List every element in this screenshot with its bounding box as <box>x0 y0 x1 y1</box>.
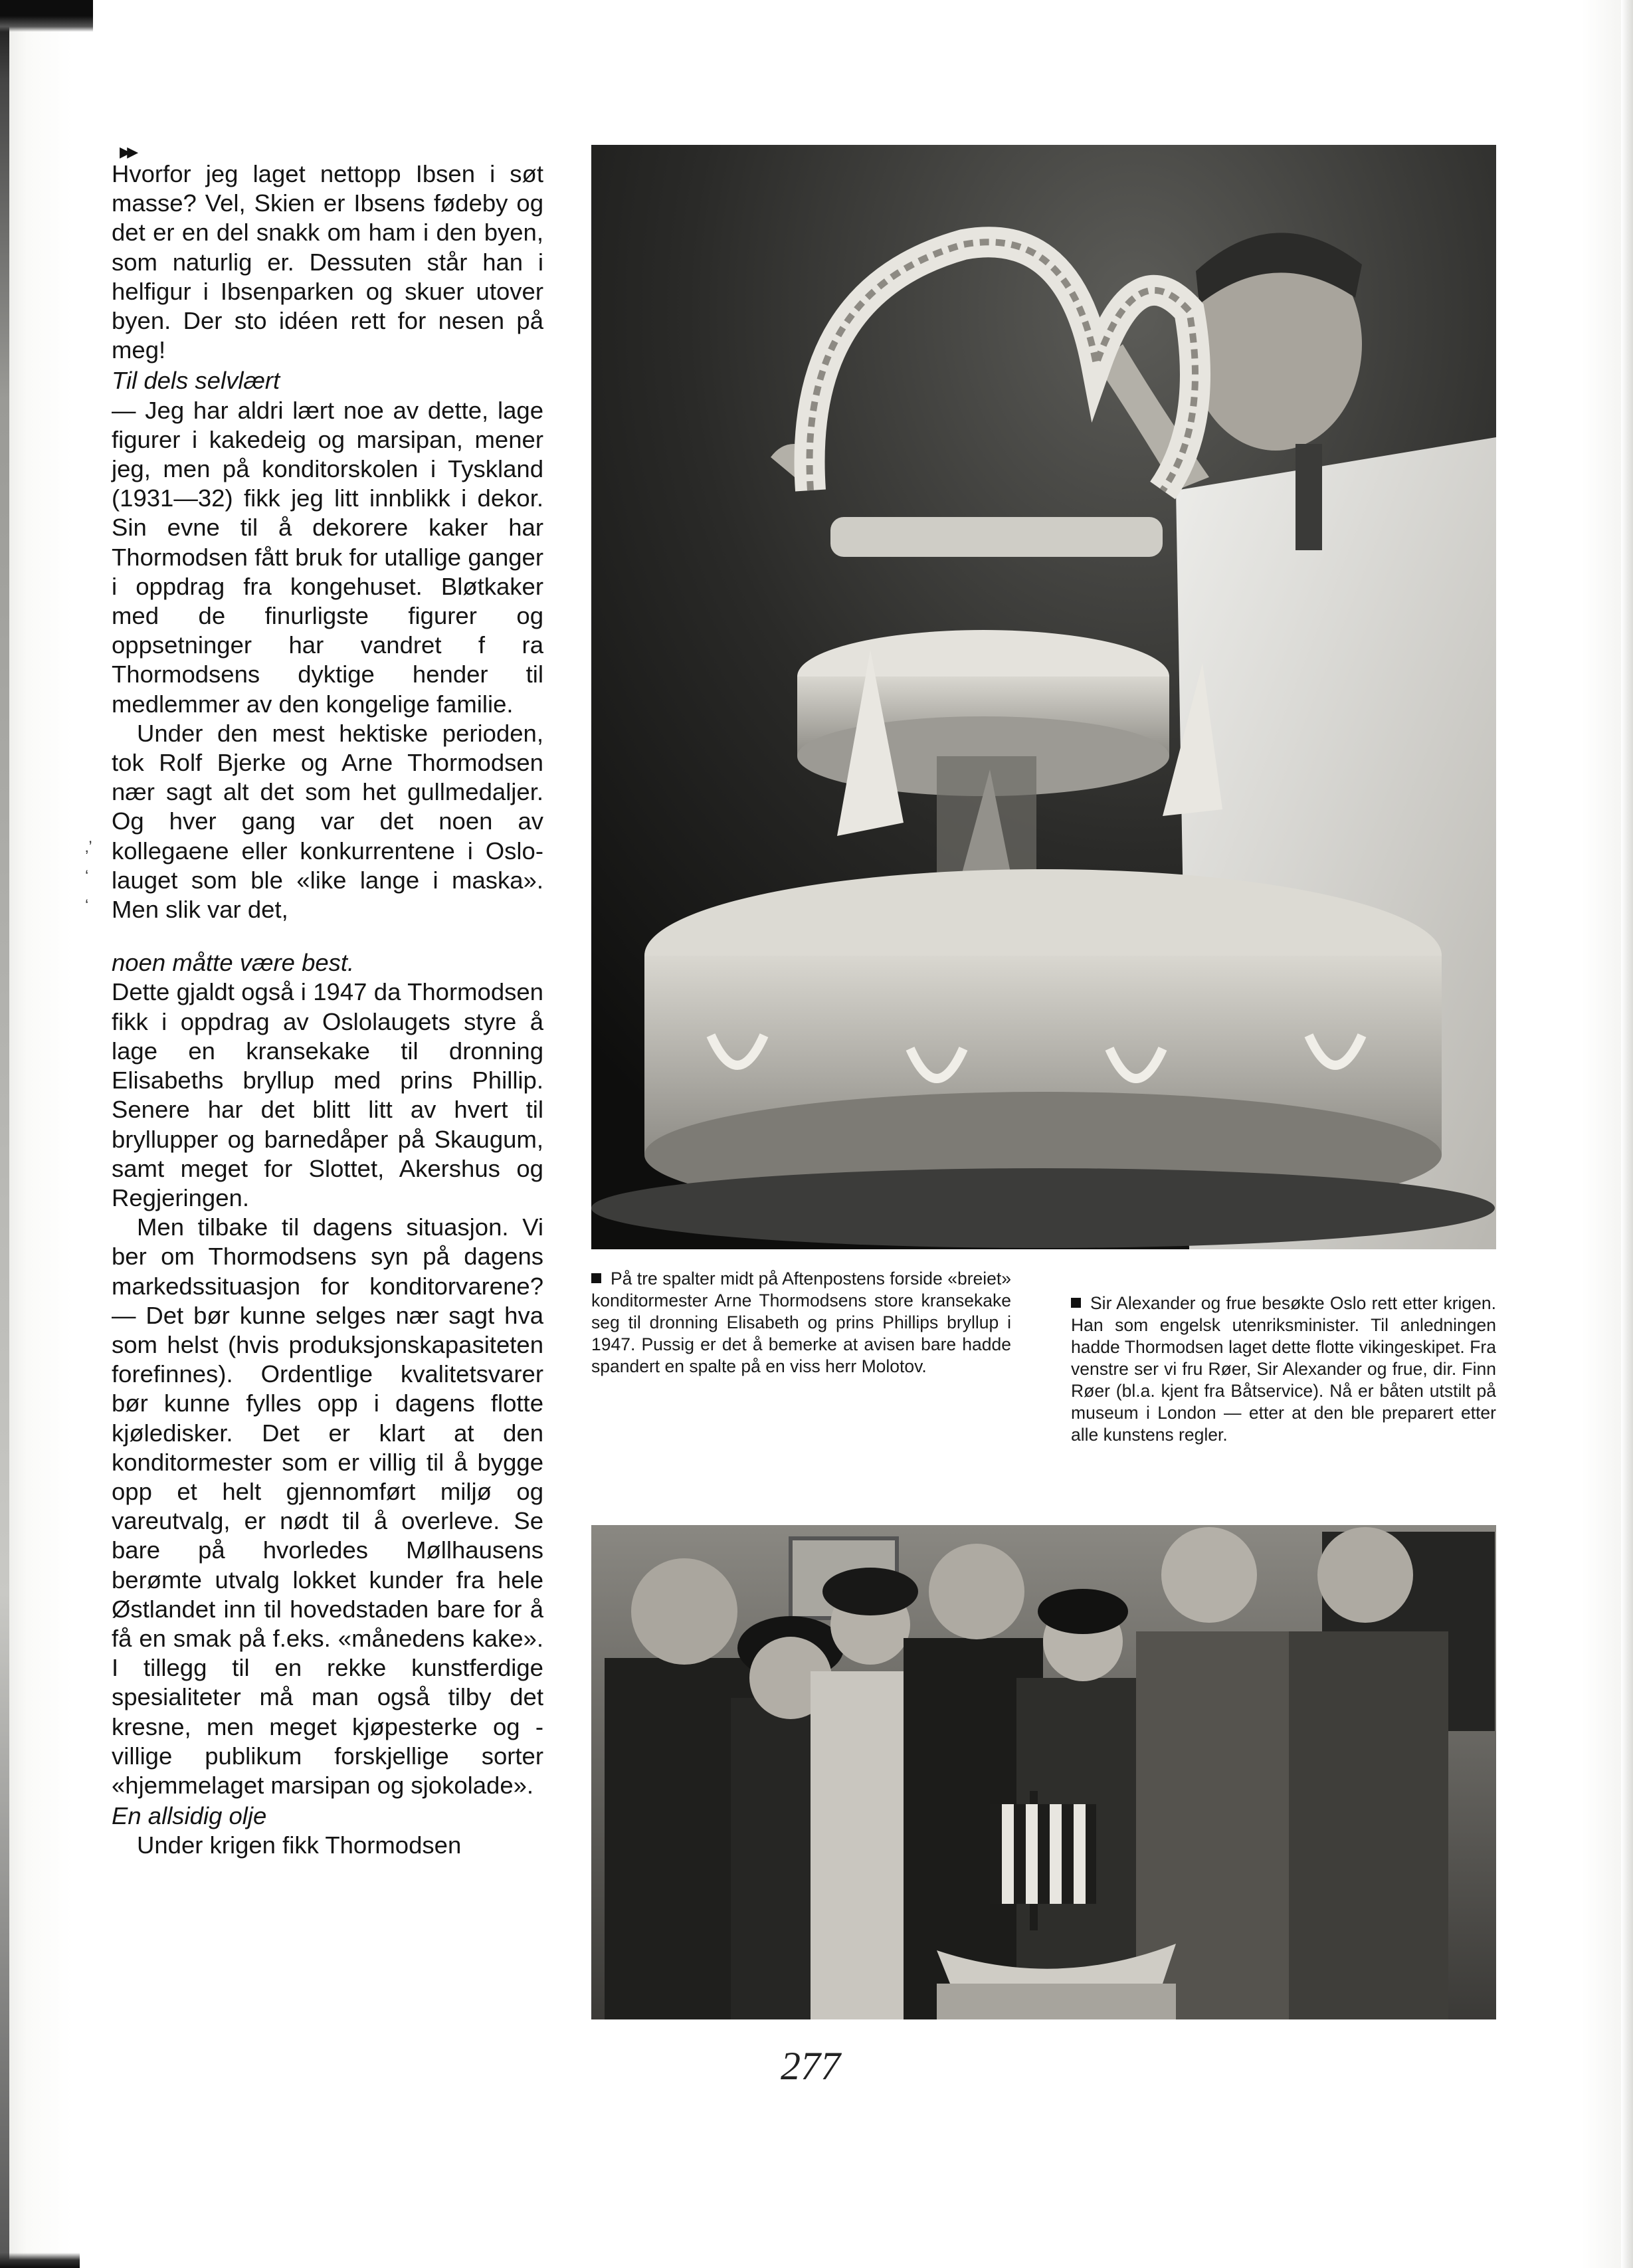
cake-photo <box>591 145 1496 1249</box>
page-number: 277 <box>781 2044 840 2088</box>
margin-scribbles: ‚’ ‘ ‘ <box>85 838 92 914</box>
article-paragraph: Hvorfor jeg laget nettopp Ibsen i søt masse? Vel, Skien er Ibsens fødeby og det er en del snakk om ham i den byen, som naturlig er. Dessuten står han i helfigur i Ibsenparken og skuer utover byen. Der sto idéen rett for nesen på meg! <box>112 160 543 364</box>
caption-bullet-icon <box>1071 1298 1081 1308</box>
group-photo-illustration <box>591 1525 1496 2019</box>
continuation-arrow-icon: ▸▸ <box>120 139 135 164</box>
scan-edge-right <box>1621 0 1633 2268</box>
photo-caption-cake <box>591 1268 1011 1378</box>
caption-text: Sir Alexander og frue besøkte Oslo rett etter krigen. Han som engelsk utenriksminister. Til anledningen hadde Thormodsen laget dette flotte vikingeskipet. Fra venstre ser vi fru Røer, Sir Alexander og frue, dir. Finn Røer (bl.a. kjent fra Båtservice). Nå er båten utstilt på museum i London — etter at den ble preparert etter alle kunstens regler. <box>1071 1293 1496 1445</box>
scan-corner-top <box>0 0 93 32</box>
subheading: noen måtte være best. <box>112 949 355 977</box>
article-paragraph: Dette gjaldt også i 1947 da Thormodsen fikk i oppdrag av Oslolaugets styre å lage en kransekake til dronning Elisabeths bryllup med prins Phillip. Senere har det blitt litt av hvert til bryllupper og barnedåper på Skaugum, samt meget for Slottet, Akershus og Regjeringen. <box>112 978 543 1211</box>
caption-text: På tre spalter midt på Aftenpostens forside «breiet» konditormester Arne Thormodsens store kransekake seg til dronning Elisabeth og prins Phillips bryllup i 1947. Pussig er det å bemerke at avisen bare hadde spandert en spalte på en viss herr Molotov. <box>591 1269 1011 1376</box>
article-paragraph: Under den mest hektiske perioden, tok Rolf Bjerke og Arne Thormodsen nær sagt alt det som het gullmedaljer. Og hver gang var det noen av kollegaene eller konkurrentene i Oslo-lauget som ble «like lange i maska». Men slik var det, <box>112 719 543 924</box>
subheading: Til dels selvlært <box>112 367 280 395</box>
article-paragraph: — Jeg har aldri lært noe av dette, lage figurer i kakedeig og marsipan, mener jeg, men på konditorskolen i Tyskland (1931—32) fikk jeg litt innblikk i dekor. Sin evne til å dekorere kaker har Thormodsen fått bruk for utallige ganger i oppdrag fra kongehuset. Bløtkaker med de finurligste figurer og oppsetninger har vandret f ra Thormodsens dyktige hender til medlemmer av den kongelige familie. <box>112 396 543 718</box>
scan-corner-bottom <box>0 2253 80 2268</box>
group-photo <box>591 1525 1496 2019</box>
caption-bullet-icon <box>591 1273 601 1283</box>
page-binding-edge <box>0 0 9 2268</box>
cake-photo-illustration <box>591 145 1496 1249</box>
subheading: En allsidig olje <box>112 1802 267 1830</box>
article-text-column <box>112 159 543 1861</box>
article-paragraph: Men tilbake til dagens situasjon. Vi ber om Thormodsens syn på dagens markedssituasjon for konditorvarene? — Det bør kunne selges nær sagt hva som helst (hvis produksjonskapasiteten forefinnes). Ordentlige kvalitetsvarer bør kunne fylles opp i dagens flotte kjøledisker. Det er klart at den konditormester som er villig til å bygge opp et helt gjennomført miljø og vareutvalg, er nødt til å overleve. Se bare på hvorledes Møllhausens berømte utvalg lokket kunder fra hele Østlandet inn til hovedstaden bare for å få en smak på f.eks. «månedens kake». I tillegg til en rekke kunstferdige spesialiteter må man også tilby det kresne, men meget kjøpesterke og -villige publikum forskjellige sorter «hjemmelaget marsipan og sjokolade». <box>112 1213 543 1799</box>
photo-caption-group <box>1071 1292 1496 1446</box>
article-paragraph: Under krigen fikk Thormodsen <box>137 1831 462 1859</box>
viking-sail <box>990 1804 1096 1904</box>
